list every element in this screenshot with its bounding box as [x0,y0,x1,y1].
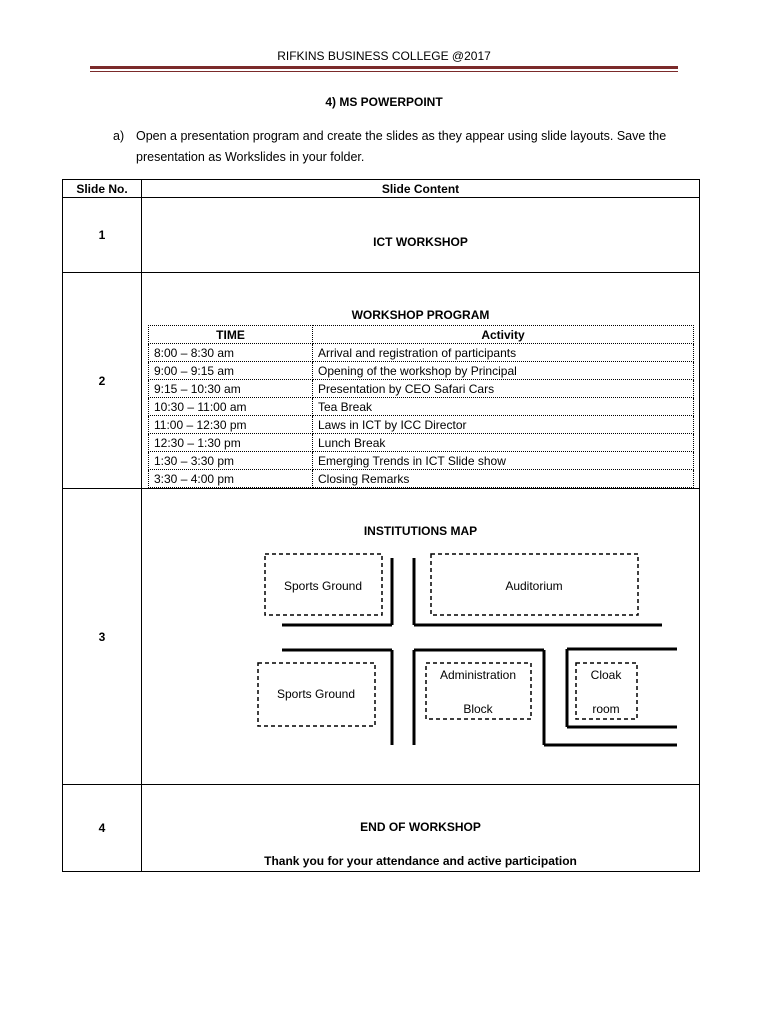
program-activity: Emerging Trends in ICT Slide show [313,452,694,470]
slide-content-cell [142,489,700,785]
slide-content-cell [142,273,700,489]
program-time: 10:30 – 11:00 am [149,398,313,416]
table-header-row [63,180,700,198]
table-row [149,416,694,434]
table-row [63,489,700,785]
program-time: 1:30 – 3:30 pm [149,452,313,470]
program-time: 9:15 – 10:30 am [149,380,313,398]
program-activity: Laws in ICT by ICC Director [313,416,694,434]
program-activity: Opening of the workshop by Principal [313,362,694,380]
institutions-map [142,489,701,784]
program-time: 8:00 – 8:30 am [149,344,313,362]
slide3-title: INSTITUTIONS MAP [363,524,478,538]
header-rule-thick [90,66,678,69]
slide-number: 4 [63,785,142,872]
table-row [63,198,700,273]
table-row [149,380,694,398]
table-row [149,362,694,380]
table-row [63,273,700,489]
map-label: Cloak [590,668,622,682]
program-activity: Lunch Break [313,434,694,452]
slide4-title: END OF WORKSHOP [360,820,481,834]
header-slide-content: Slide Content [142,180,700,198]
program-activity: Presentation by CEO Safari Cars [313,380,694,398]
table-row [149,344,694,362]
header-rule-thin [90,71,678,72]
header-title: RIFKINS BUSINESS COLLEGE @2017 [277,49,491,63]
instruction-marker: a) [113,129,125,143]
slide-number: 3 [63,489,142,785]
map-label: room [592,702,620,716]
map-label: Sports Ground [283,579,363,593]
program-header-activity: Activity [313,326,694,344]
program-activity: Arrival and registration of participants [313,344,694,362]
program-header-time: TIME [149,326,313,344]
program-header-row [149,326,694,344]
slide1-title: ICT WORKSHOP [373,235,468,249]
slide-number: 2 [63,273,142,489]
table-row [149,434,694,452]
section-title: 4) MS POWERPOINT [325,95,443,109]
program-time: 3:30 – 4:00 pm [149,470,313,488]
slide2-title: WORKSHOP PROGRAM [351,308,490,322]
program-activity: Closing Remarks [313,470,694,488]
map-label: Auditorium [505,579,563,593]
program-time: 9:00 – 9:15 am [149,362,313,380]
slide-number: 1 [63,198,142,273]
program-activity: Tea Break [313,398,694,416]
slides-table [62,179,700,872]
slide4-subtitle: Thank you for your attendance and active participation [264,854,577,868]
instruction-text: Open a presentation program and create the slides as they appear using slide layouts. Save the presentation as Workslides in your folder. [136,129,667,164]
table-row [149,398,694,416]
program-time: 11:00 – 12:30 pm [149,416,313,434]
instruction [113,126,673,168]
header-slide-no: Slide No. [63,180,142,198]
map-label: Block [463,702,493,716]
table-row [63,785,700,872]
program-table [148,325,694,488]
table-row [149,452,694,470]
table-row [149,470,694,488]
slide-content-cell [142,198,700,273]
slide-content-cell [142,785,700,872]
map-label: Sports Ground [276,687,356,701]
map-label: Administration [439,668,517,682]
program-time: 12:30 – 1:30 pm [149,434,313,452]
